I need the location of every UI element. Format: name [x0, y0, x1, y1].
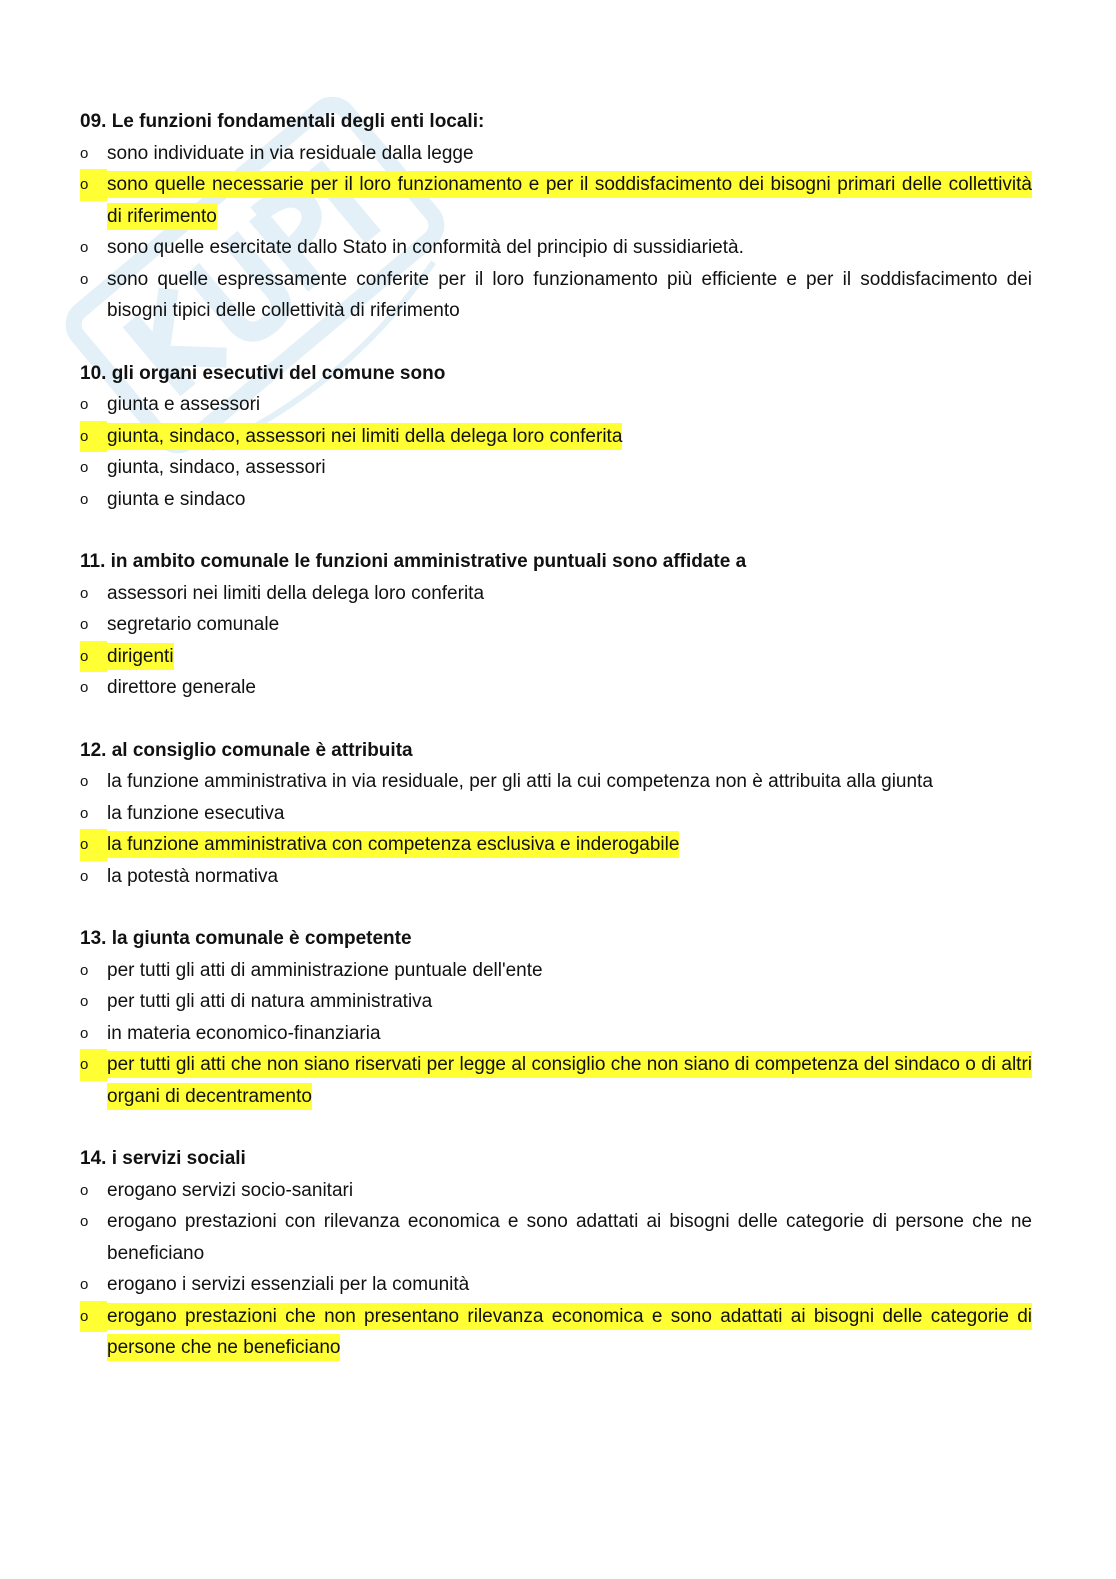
- answer-option: [80, 484, 1032, 516]
- answer-text: giunta, sindaco, assessori nei limiti della delega loro conferita: [107, 423, 622, 450]
- answer-text-container: [107, 641, 1032, 673]
- answer-option: [80, 955, 1032, 987]
- circle-bullet-icon: o: [80, 867, 89, 885]
- question-block: [80, 546, 1032, 704]
- question-block: [80, 735, 1032, 893]
- answer-option: [80, 264, 1032, 327]
- answer-option-correct: [80, 829, 1032, 861]
- answer-text: per tutti gli atti di natura amministrativa: [107, 991, 433, 1012]
- answer-option: [80, 1018, 1032, 1050]
- answer-option: [80, 861, 1032, 893]
- circle-bullet-icon: o: [80, 459, 89, 476]
- answer-option: [80, 798, 1032, 830]
- answer-text: la potestà normativa: [107, 865, 279, 887]
- answer-text: sono individuate in via residuale dalla legge: [107, 142, 474, 164]
- answer-option: [80, 766, 1032, 798]
- answer-text-container: [107, 798, 1032, 830]
- answer-text: sono quelle espressamente conferite per il loro funzionamento più efficiente e per il soddisfacimento dei bisogni tipici delle collettività di riferimento: [107, 268, 1032, 321]
- answer-text: erogano i servizi essenziali per la comunità: [107, 1274, 470, 1295]
- answer-text: direttore generale: [107, 677, 256, 698]
- answer-text-container: [107, 829, 1032, 861]
- question-title: 14. i servizi sociali: [80, 1148, 246, 1169]
- circle-bullet-icon: o: [80, 679, 89, 696]
- answer-text-container: [107, 578, 1032, 610]
- answer-option: [80, 1269, 1032, 1301]
- answer-text-container: [107, 1301, 1032, 1364]
- circle-bullet-icon: o: [80, 993, 89, 1010]
- answer-text-container: [107, 484, 1032, 516]
- circle-bullet-icon: o: [80, 1049, 107, 1081]
- answer-text: segretario comunale: [107, 614, 280, 635]
- answer-option-correct: [80, 1049, 1032, 1112]
- circle-bullet-icon: o: [80, 421, 107, 453]
- circle-bullet-icon: o: [80, 829, 107, 861]
- circle-bullet-icon: o: [80, 1024, 89, 1042]
- circle-bullet-icon: o: [80, 773, 89, 790]
- answer-text-container: [107, 1049, 1032, 1112]
- answer-text-container: [107, 138, 1032, 170]
- answer-option: [80, 672, 1032, 704]
- question-title: 10. gli organi esecutivi del comune sono: [80, 362, 446, 384]
- question-block: [80, 358, 1032, 516]
- circle-bullet-icon: o: [80, 961, 89, 979]
- answer-text: giunta e assessori: [107, 394, 261, 415]
- answer-option: [80, 138, 1032, 170]
- answer-option-correct: [80, 1301, 1032, 1364]
- answer-option-correct: [80, 641, 1032, 673]
- answer-text-container: [107, 169, 1032, 232]
- answer-text-container: [107, 766, 1032, 798]
- answer-text: giunta e sindaco: [107, 488, 246, 510]
- answer-text: sono quelle necessarie per il loro funzionamento e per il soddisfacimento dei bisogni primari delle collettività di riferimento: [107, 171, 1032, 230]
- answer-text: in materia economico-finanziaria: [107, 1022, 381, 1044]
- circle-bullet-icon: o: [80, 239, 89, 256]
- answer-text: giunta, sindaco, assessori: [107, 457, 326, 478]
- quiz-content: [80, 106, 1032, 1395]
- answer-text: la funzione amministrativa in via residuale, per gli atti la cui competenza non è attribuita alla giunta: [107, 771, 933, 792]
- answer-text: dirigenti: [107, 643, 174, 670]
- answer-text: la funzione amministrativa con competenza esclusiva e inderogabile: [107, 831, 679, 858]
- answer-text-container: [107, 1175, 1032, 1207]
- answer-text-container: [107, 421, 1032, 453]
- circle-bullet-icon: o: [80, 584, 89, 602]
- circle-bullet-icon: o: [80, 1301, 107, 1333]
- answer-text-container: [107, 1018, 1032, 1050]
- answer-option: [80, 452, 1032, 484]
- answer-option: [80, 1175, 1032, 1207]
- answer-text-container: [107, 452, 1032, 484]
- answer-text: erogano prestazioni che non presentano rilevanza economica e sono adattati ai bisogni delle categorie di persone che ne beneficiano: [107, 1303, 1032, 1362]
- answer-option-correct: [80, 421, 1032, 453]
- circle-bullet-icon: o: [80, 616, 89, 633]
- circle-bullet-icon: o: [80, 1213, 89, 1230]
- answer-text: per tutti gli atti che non siano riservati per legge al consiglio che non siano di competenza del sindaco o di altri organi di decentramento: [107, 1051, 1032, 1110]
- circle-bullet-icon: o: [80, 490, 89, 508]
- circle-bullet-icon: o: [80, 169, 107, 201]
- answer-option-correct: [80, 169, 1032, 232]
- answer-text: erogano prestazioni con rilevanza economica e sono adattati ai bisogni delle categorie di persone che ne beneficiano: [107, 1211, 1032, 1264]
- circle-bullet-icon: o: [80, 641, 107, 673]
- answer-text-container: [107, 955, 1032, 987]
- answer-option: [80, 232, 1032, 264]
- question-title: 11. in ambito comunale le funzioni amministrative puntuali sono affidate a: [80, 551, 747, 572]
- answer-text-container: [107, 264, 1032, 327]
- answer-text-container: [107, 389, 1032, 421]
- answer-text: assessori nei limiti della delega loro conferita: [107, 582, 485, 604]
- answer-option: [80, 609, 1032, 641]
- question-block: [80, 1143, 1032, 1364]
- answer-text-container: [107, 672, 1032, 704]
- answer-text-container: [107, 986, 1032, 1018]
- question-title: 09. Le funzioni fondamentali degli enti locali:: [80, 111, 485, 132]
- answer-option: [80, 389, 1032, 421]
- answer-text-container: [107, 861, 1032, 893]
- question-title: 12. al consiglio comunale è attribuita: [80, 739, 413, 761]
- circle-bullet-icon: o: [80, 804, 89, 822]
- answer-option: [80, 986, 1032, 1018]
- circle-bullet-icon: o: [80, 1276, 89, 1293]
- circle-bullet-icon: o: [80, 396, 89, 413]
- question-block: [80, 923, 1032, 1112]
- answer-text: per tutti gli atti di amministrazione puntuale dell'ente: [107, 959, 543, 981]
- answer-text-container: [107, 1206, 1032, 1269]
- answer-text-container: [107, 609, 1032, 641]
- circle-bullet-icon: o: [80, 144, 89, 162]
- answer-text-container: [107, 232, 1032, 264]
- circle-bullet-icon: o: [80, 1181, 89, 1199]
- answer-text: erogano servizi socio-sanitari: [107, 1179, 354, 1201]
- answer-option: [80, 1206, 1032, 1269]
- answer-text-container: [107, 1269, 1032, 1301]
- circle-bullet-icon: o: [80, 270, 89, 288]
- answer-text: la funzione esecutiva: [107, 802, 285, 824]
- answer-option: [80, 578, 1032, 610]
- question-title: 13. la giunta comunale è competente: [80, 928, 412, 949]
- question-block: [80, 106, 1032, 327]
- answer-text: sono quelle esercitate dallo Stato in conformità del principio di sussidiarietà.: [107, 237, 744, 258]
